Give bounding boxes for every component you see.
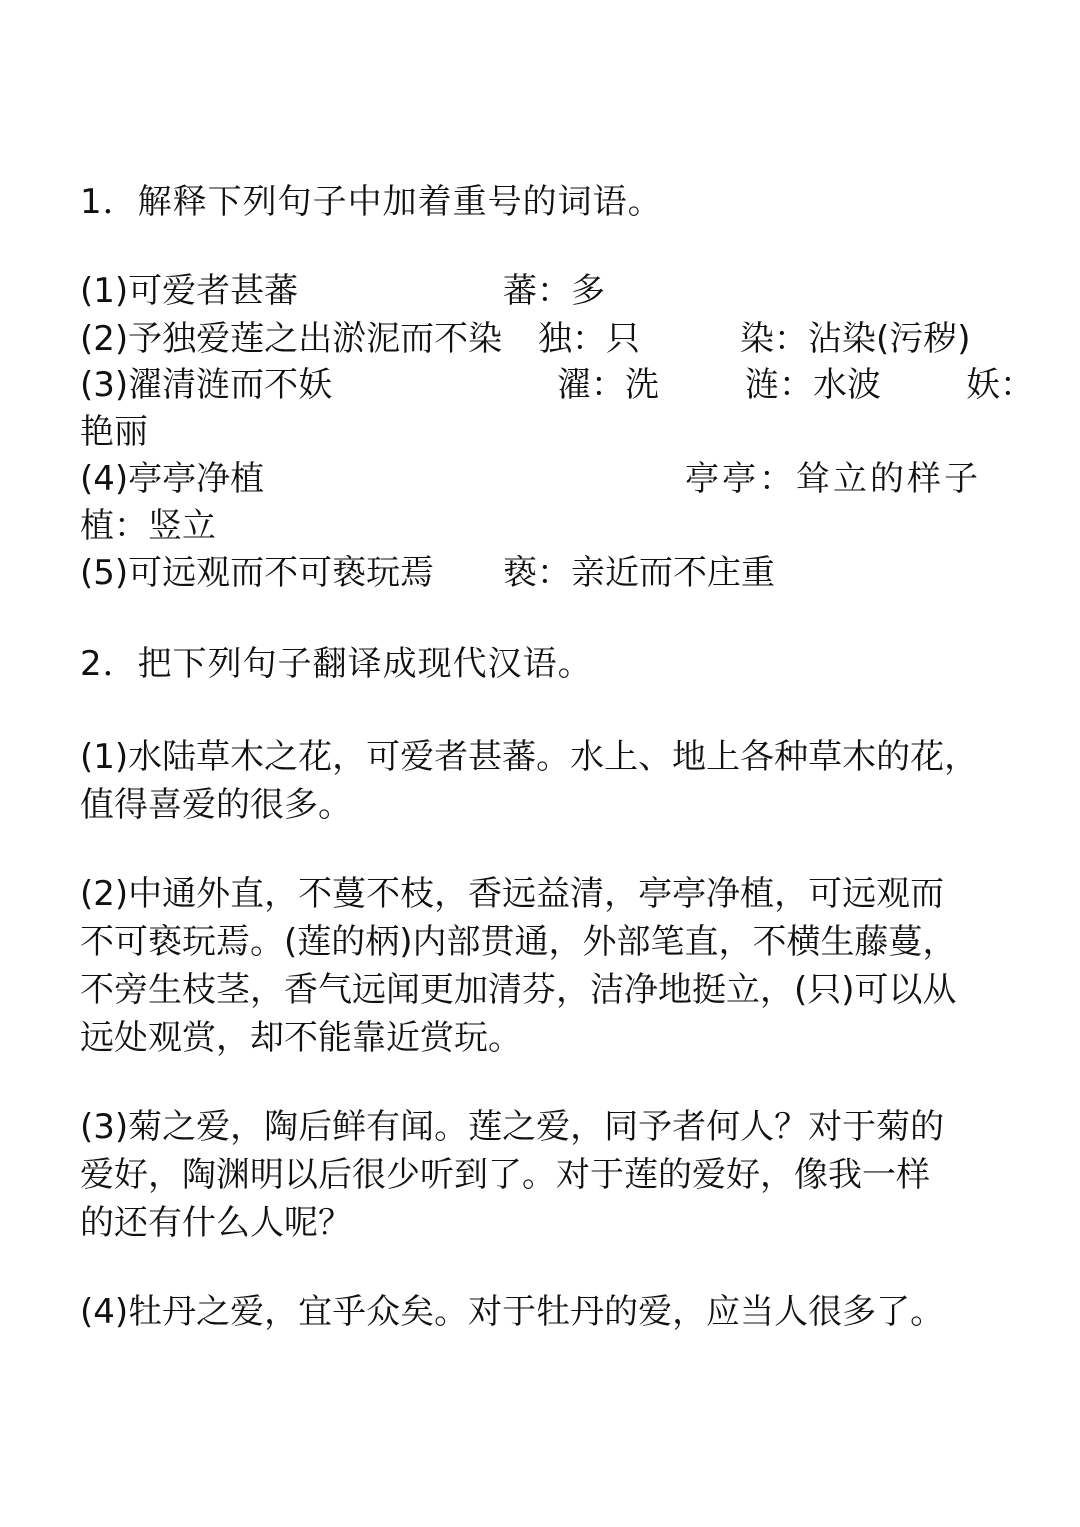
translation-2-line-2: 不可亵玩焉。(莲的柄)内部贯通，外部笔直，不横生藤蔓， xyxy=(80,922,957,962)
translation-4-line-1: (4)牡丹之爱，宜乎众矣。对于牡丹的爱，应当人很多了。 xyxy=(80,1292,945,1332)
vocab-gloss-3-continuation: 艳丽 xyxy=(80,412,148,452)
vocab-gloss-5-a: 亵：亲近而不庄重 xyxy=(503,553,775,593)
vocab-sentence-5: (5)可远观而不可亵玩焉 xyxy=(80,553,435,593)
vocab-gloss-4-continuation: 植：竖立 xyxy=(80,506,216,546)
translation-item-2 xyxy=(80,870,1005,1062)
vocab-gloss-1-a: 蕃：多 xyxy=(503,271,605,311)
vocab-gloss-3-c: 妖： xyxy=(966,365,1034,405)
translation-2-line-1: (2)中通外直，不蔓不枝，香远益清，亭亭净植，可远观而 xyxy=(80,874,945,914)
section2-heading: 2．把下列句子翻译成现代汉语。 xyxy=(80,644,593,684)
vocab-gloss-2-b: 染：沾染(污秽) xyxy=(740,319,971,359)
translation-1-line-1: (1)水陆草木之花，可爱者甚蕃。水上、地上各种草木的花， xyxy=(80,737,979,777)
section1-heading: 1．解释下列句子中加着重号的词语。 xyxy=(80,182,663,222)
vocab-gloss-3-a: 濯：洗 xyxy=(557,365,659,405)
translation-2-line-3: 不旁生枝茎，香气远闻更加清芬，洁净地挺立，(只)可以从 xyxy=(80,970,957,1010)
translation-1-line-2: 值得喜爱的很多。 xyxy=(80,785,352,825)
translation-item-4 xyxy=(80,1288,1005,1336)
vocab-gloss-2-a: 独：只 xyxy=(538,319,640,359)
vocab-sentence-1: (1)可爱者甚蕃 xyxy=(80,271,299,311)
translation-2-line-4: 远处观赏，却不能靠近赏玩。 xyxy=(80,1018,522,1058)
vocab-sentence-3: (3)濯清涟而不妖 xyxy=(80,365,333,405)
translation-3-line-1: (3)菊之爱，陶后鲜有闻。莲之爱，同予者何人？对于菊的 xyxy=(80,1107,945,1147)
vocab-gloss-4-a: 亭亭：耸立的样子 xyxy=(685,459,981,499)
vocab-sentence-4: (4)亭亭净植 xyxy=(80,459,265,499)
translation-3-line-3: 的还有什么人呢？ xyxy=(80,1203,352,1243)
translation-item-1 xyxy=(80,733,1005,829)
vocab-gloss-3-b: 涟：水波 xyxy=(745,365,881,405)
translation-item-3 xyxy=(80,1103,1005,1247)
translation-3-line-2: 爱好，陶渊明以后很少听到了。对于莲的爱好，像我一样 xyxy=(80,1155,930,1195)
vocab-sentence-2: (2)予独爱莲之出淤泥而不染 xyxy=(80,319,503,359)
